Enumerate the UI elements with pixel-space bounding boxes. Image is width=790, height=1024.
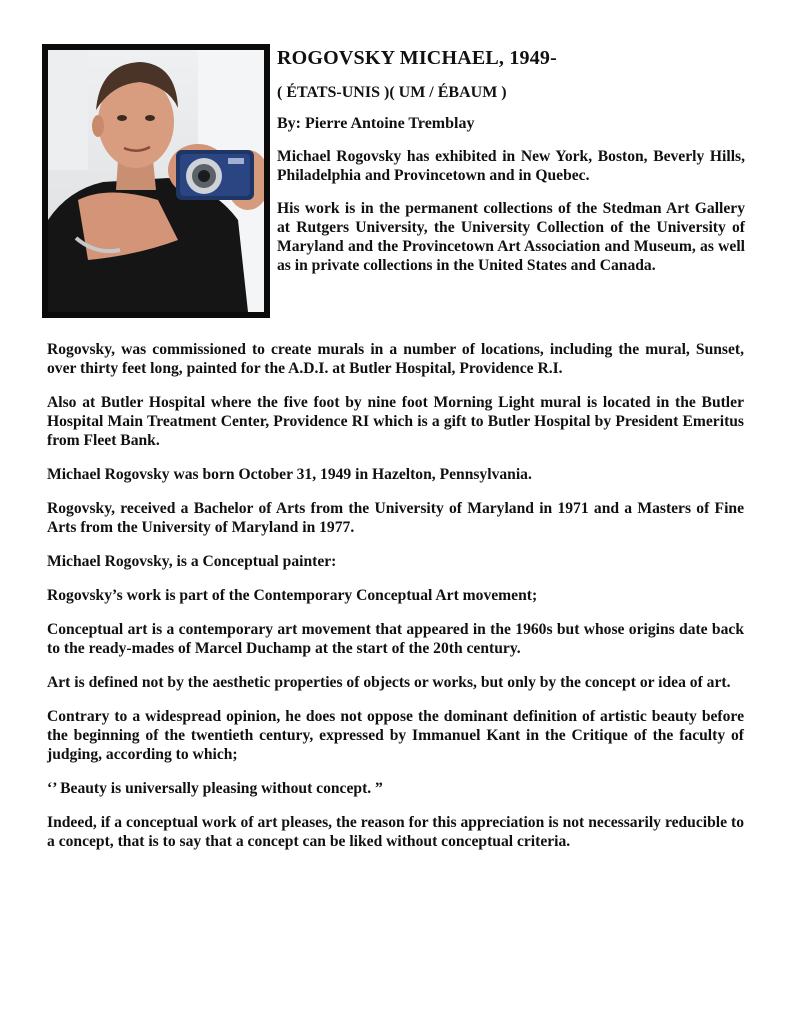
quote-paragraph: ‘’ Beauty is universally pleasing without concept. ” <box>47 780 383 797</box>
body-paragraph: Rogovsky’s work is part of the Contemporary Conceptual Art movement; <box>47 587 538 604</box>
artist-photo <box>48 50 264 312</box>
body-paragraph: Michael Rogovsky, is a Conceptual painter: <box>47 553 337 570</box>
body-paragraph: Rogovsky, received a Bachelor of Arts from the University of Maryland in 1971 and a Masters of Fine Arts from the University of Maryland in 1977. <box>47 500 744 536</box>
artist-portrait-illustration <box>48 50 264 312</box>
body-paragraph: Contrary to a widespread opinion, he does not oppose the dominant definition of artistic beauty before the beginning of the twentieth century, expressed by Immanuel Kant in the Critique of the faculty of judging, according to which; <box>47 708 744 763</box>
artist-photo-frame <box>42 44 270 318</box>
intro-paragraph: Michael Rogovsky has exhibited in New York, Boston, Beverly Hills, Philadelphia and Provincetown and in Quebec. <box>277 148 745 184</box>
author-byline: By: Pierre Antoine Tremblay <box>277 115 475 132</box>
intro-paragraph: His work is in the permanent collections of the Stedman Art Gallery at Rutgers University, the University Collection of the University of Maryland and the Provincetown Art Association and Museum, as well as in private collections in the United States and Canada. <box>277 200 745 274</box>
header-column <box>277 47 745 289</box>
body-paragraph: Art is defined not by the aesthetic properties of objects or works, but only by the concept or idea of art. <box>47 674 731 691</box>
body-column <box>47 340 744 866</box>
body-paragraph: Also at Butler Hospital where the five foot by nine foot Morning Light mural is located in the Butler Hospital Main Treatment Center, Providence RI which is a gift to Butler Hospital by President Emeritus from Fleet Bank. <box>47 394 744 449</box>
body-paragraph: Conceptual art is a contemporary art movement that appeared in the 1960s but whose origins date back to the ready-mades of Marcel Duchamp at the start of the 20th century. <box>47 621 744 657</box>
body-paragraph: Rogovsky, was commissioned to create murals in a number of locations, including the mural, Sunset, over thirty feet long, painted for the A.D.I. at Butler Hospital, Providence R.I. <box>47 341 744 377</box>
page-title: ROGOVSKY MICHAEL, 1949- <box>277 47 557 69</box>
page-subtitle: ( ÉTATS-UNIS )( UM / ÉBAUM ) <box>277 84 507 101</box>
body-paragraph: Indeed, if a conceptual work of art pleases, the reason for this appreciation is not necessarily reducible to a concept, that is to say that a concept can be liked without conceptual criteria. <box>47 814 744 850</box>
body-paragraph: Michael Rogovsky was born October 31, 1949 in Hazelton, Pennsylvania. <box>47 466 532 483</box>
